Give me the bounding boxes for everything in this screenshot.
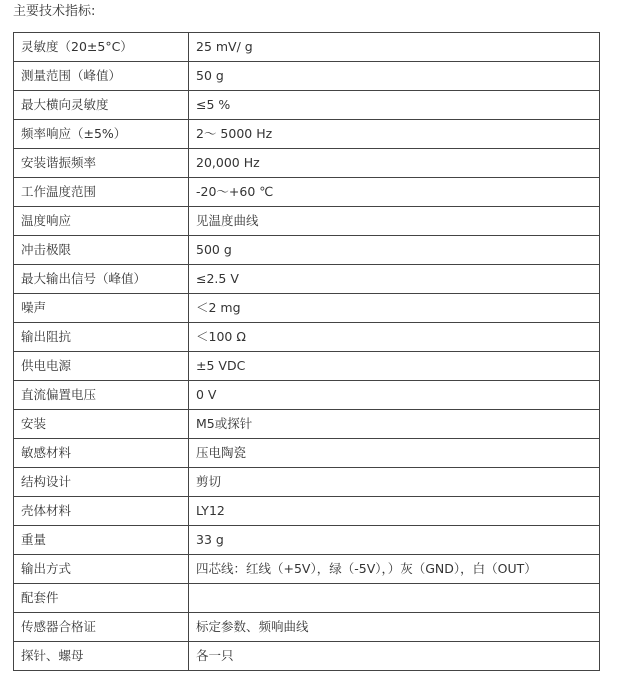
table-row (14, 323, 600, 352)
spec-label: 重量 (14, 526, 189, 555)
table-row (14, 613, 600, 642)
spec-label: 壳体材料 (14, 497, 189, 526)
spec-label: 最大输出信号（峰值） (14, 265, 189, 294)
spec-label: 冲击极限 (14, 236, 189, 265)
spec-label: 温度响应 (14, 207, 189, 236)
table-row (14, 294, 600, 323)
spec-label: 灵敏度（20±5°C） (14, 33, 189, 62)
spec-value: 2～ 5000 Hz (189, 120, 600, 149)
spec-label: 输出阻抗 (14, 323, 189, 352)
spec-label: 探针、螺母 (14, 642, 189, 671)
spec-label: 安装 (14, 410, 189, 439)
table-row (14, 149, 600, 178)
spec-value: 四芯线：红线（+5V），绿（-5V），）灰（GND），白（OUT） (189, 555, 600, 584)
spec-value: 压电陶瓷 (189, 439, 600, 468)
table-row (14, 584, 600, 613)
table-row (14, 265, 600, 294)
table-row (14, 526, 600, 555)
spec-label: 最大横向灵敏度 (14, 91, 189, 120)
spec-label: 结构设计 (14, 468, 189, 497)
table-row (14, 352, 600, 381)
spec-label: 配套件 (14, 584, 189, 613)
section-heading: 主要技术指标: (13, 4, 96, 19)
table-row (14, 207, 600, 236)
spec-value: 25 mV/ g (189, 33, 600, 62)
spec-label: 敏感材料 (14, 439, 189, 468)
spec-value: ≤5 % (189, 91, 600, 120)
table-row (14, 410, 600, 439)
table-row (14, 91, 600, 120)
spec-value: 标定参数、频响曲线 (189, 613, 600, 642)
spec-value: -20～+60 ℃ (189, 178, 600, 207)
spec-value: 20,000 Hz (189, 149, 600, 178)
spec-value: LY12 (189, 497, 600, 526)
spec-value: ≤2.5 V (189, 265, 600, 294)
spec-value: 33 g (189, 526, 600, 555)
spec-label: 噪声 (14, 294, 189, 323)
spec-label: 供电电源 (14, 352, 189, 381)
spec-value: ＜2 mg (189, 294, 600, 323)
table-row (14, 178, 600, 207)
table-row (14, 236, 600, 265)
spec-value (189, 584, 600, 613)
table-row (14, 381, 600, 410)
spec-label: 测量范围（峰值） (14, 62, 189, 91)
spec-value: 见温度曲线 (189, 207, 600, 236)
spec-table (13, 32, 600, 671)
spec-label: 直流偏置电压 (14, 381, 189, 410)
spec-table-body (14, 33, 600, 671)
spec-label: 频率响应（±5%） (14, 120, 189, 149)
table-row (14, 439, 600, 468)
table-row (14, 555, 600, 584)
table-row (14, 33, 600, 62)
table-row (14, 497, 600, 526)
spec-label: 输出方式 (14, 555, 189, 584)
spec-value: 剪切 (189, 468, 600, 497)
spec-value: ＜100 Ω (189, 323, 600, 352)
table-row (14, 120, 600, 149)
spec-label: 传感器合格证 (14, 613, 189, 642)
table-row (14, 468, 600, 497)
spec-value: 各一只 (189, 642, 600, 671)
spec-value: 0 V (189, 381, 600, 410)
table-row (14, 62, 600, 91)
spec-value: ±5 VDC (189, 352, 600, 381)
spec-label: 安装谐振频率 (14, 149, 189, 178)
spec-value: M5或探针 (189, 410, 600, 439)
spec-value: 500 g (189, 236, 600, 265)
spec-value: 50 g (189, 62, 600, 91)
table-row (14, 642, 600, 671)
spec-label: 工作温度范围 (14, 178, 189, 207)
